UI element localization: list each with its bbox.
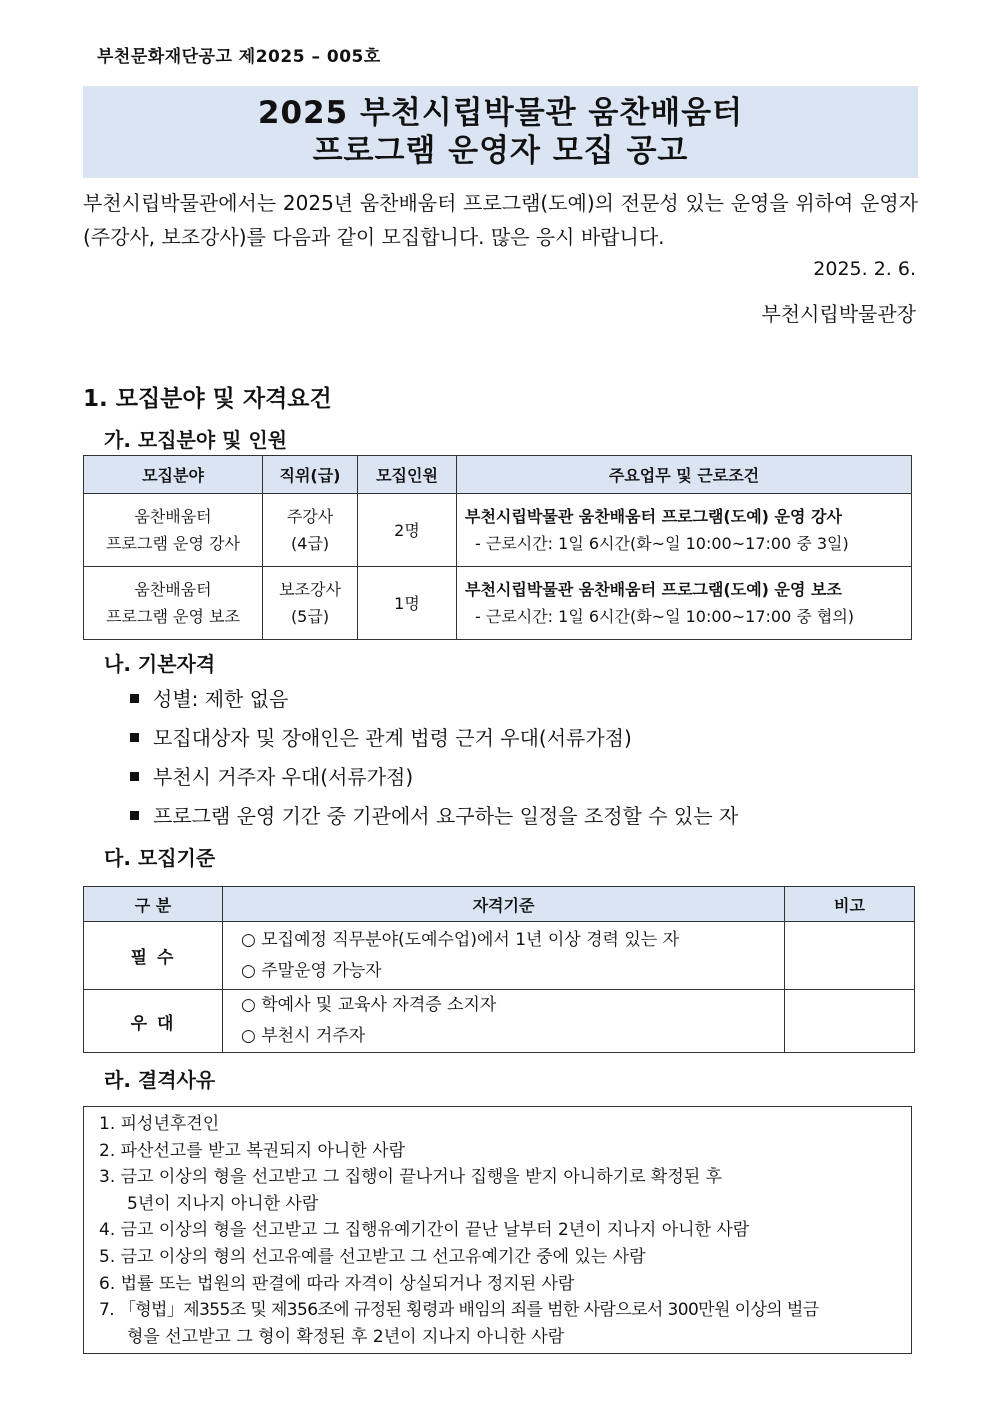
header-count: 모집인원 xyxy=(358,456,457,494)
field-line-2: 프로그램 운영 강사 xyxy=(106,534,240,553)
section-1-heading: 1. 모집분야 및 자격요건 xyxy=(83,386,332,412)
position-name: 보조강사 xyxy=(279,580,341,599)
duty-description: 부천시립박물관 움찬배움터 프로그램(도예) 운영 강사 xyxy=(465,507,842,526)
criteria-cell xyxy=(223,990,785,1053)
criteria-item: ○ 학예사 및 교육사 자격증 소지자 xyxy=(241,995,497,1015)
count-cell: 2명 xyxy=(358,494,457,567)
note-cell xyxy=(785,990,915,1053)
list-item: 7. 「형법」제355조 및 제356조에 규정된 횡령과 배임의 죄를 범한 사람으로서 300만원 이상의 벌금 xyxy=(99,1300,819,1321)
criteria-item: ○ 주말운영 가능자 xyxy=(241,960,382,981)
table-row xyxy=(84,990,915,1053)
list-item xyxy=(130,760,738,799)
field-line-1: 움찬배움터 xyxy=(134,507,212,526)
field-cell xyxy=(84,567,263,640)
position-grade: (5급) xyxy=(290,607,330,626)
title-line-2: 프로그램 운영자 모집 공고 xyxy=(312,133,689,169)
field-line-2: 프로그램 운영 보조 xyxy=(106,607,240,626)
position-cell xyxy=(263,567,358,640)
list-item: 6. 법률 또는 법원의 판결에 따라 자격이 상실되거나 정지된 사람 xyxy=(99,1273,575,1294)
square-bullet-icon xyxy=(130,772,139,781)
duty-cell xyxy=(457,567,912,640)
duty-cell xyxy=(457,494,912,567)
list-item: 1. 피성년후견인 xyxy=(99,1114,220,1134)
table-header-row xyxy=(84,456,912,494)
title-line-1: 2025 부천시립박물관 움찬배움터 xyxy=(257,95,744,131)
title-banner xyxy=(83,86,918,178)
list-item: 5. 금고 이상의 형의 선고유예를 선고받고 그 선고유예기간 중에 있는 사람 xyxy=(99,1246,646,1267)
list-item-continuation: 5년이 지나지 아니한 사람 xyxy=(127,1193,319,1214)
table-row xyxy=(84,567,912,640)
header-duty: 주요업무 및 근로조건 xyxy=(457,456,912,494)
section-c-heading: 다. 모집기준 xyxy=(104,846,216,870)
list-item-text: 부천시 거주자 우대(서류가점) xyxy=(153,765,414,789)
section-b-heading: 나. 기본자격 xyxy=(104,652,216,676)
position-name: 주강사 xyxy=(286,507,334,526)
basic-qualifications-list xyxy=(130,682,738,838)
disqualification-box xyxy=(83,1106,912,1354)
notice-number: 부천문화재단공고 제2025 – 005호 xyxy=(97,47,381,67)
square-bullet-icon xyxy=(130,694,139,703)
work-condition: - 근로시간: 1일 6시간(화~일 10:00~17:00 중 협의) xyxy=(475,607,855,626)
list-item xyxy=(130,799,738,838)
criteria-table xyxy=(83,886,915,1053)
square-bullet-icon xyxy=(130,811,139,820)
list-item-text: 프로그램 운영 기간 중 기관에서 요구하는 일정을 조정할 수 있는 자 xyxy=(153,804,739,828)
duty-description: 부천시립박물관 움찬배움터 프로그램(도예) 운영 보조 xyxy=(465,580,842,599)
table-row xyxy=(84,494,912,567)
list-item-text: 성별: 제한 없음 xyxy=(153,687,289,711)
criteria-item: ○ 모집예정 직무분야(도예수업)에서 1년 이상 경력 있는 자 xyxy=(241,929,680,950)
field-cell xyxy=(84,494,263,567)
field-line-1: 움찬배움터 xyxy=(134,580,212,599)
list-item-text: 모집대상자 및 장애인은 관계 법령 근거 우대(서류가점) xyxy=(153,726,632,750)
header-field: 모집분야 xyxy=(84,456,263,494)
header-note: 비고 xyxy=(785,887,915,922)
note-cell xyxy=(785,922,915,990)
intro-paragraph: 부천시립박물관에서는 2025년 움찬배움터 프로그램(도예)의 전문성 있는 운영을 위하여 운영자(주강사, 보조강사)를 다음과 같이 모집합니다. 많은 응시 바랍니다. xyxy=(83,191,918,249)
criteria-cell xyxy=(223,922,785,990)
section-d-heading: 라. 결격사유 xyxy=(104,1068,216,1092)
list-item: 3. 금고 이상의 형을 선고받고 그 집행이 끝나거나 집행을 받지 아니하기로 확정된 후 xyxy=(99,1167,722,1188)
header-criteria: 자격기준 xyxy=(223,887,785,922)
list-item: 4. 금고 이상의 형을 선고받고 그 집행유예기간이 끝난 날부터 2년이 지나지 아니한 사람 xyxy=(99,1220,750,1241)
issuer-signature: 부천시립박물관장 xyxy=(761,302,916,326)
work-condition: - 근로시간: 1일 6시간(화~일 10:00~17:00 중 3일) xyxy=(475,534,849,553)
category-cell: 필 수 xyxy=(84,922,223,990)
list-item xyxy=(130,721,738,760)
count-cell: 1명 xyxy=(358,567,457,640)
header-category: 구 분 xyxy=(84,887,223,922)
section-a-heading: 가. 모집분야 및 인원 xyxy=(104,428,288,452)
criteria-item: ○ 부천시 거주자 xyxy=(241,1026,366,1046)
category-cell: 우 대 xyxy=(84,990,223,1053)
list-item: 2. 파산선고를 받고 복권되지 아니한 사람 xyxy=(99,1140,405,1161)
list-item xyxy=(130,682,738,721)
square-bullet-icon xyxy=(130,733,139,742)
table-row xyxy=(84,922,915,990)
recruitment-table xyxy=(83,455,912,640)
position-cell xyxy=(263,494,358,567)
announcement-date: 2025. 2. 6. xyxy=(813,258,916,280)
list-item-continuation: 형을 선고받고 그 형이 확정된 후 2년이 지나지 아니한 사람 xyxy=(127,1326,565,1347)
table-header-row xyxy=(84,887,915,922)
header-position: 직위(급) xyxy=(263,456,358,494)
position-grade: (4급) xyxy=(290,534,330,553)
